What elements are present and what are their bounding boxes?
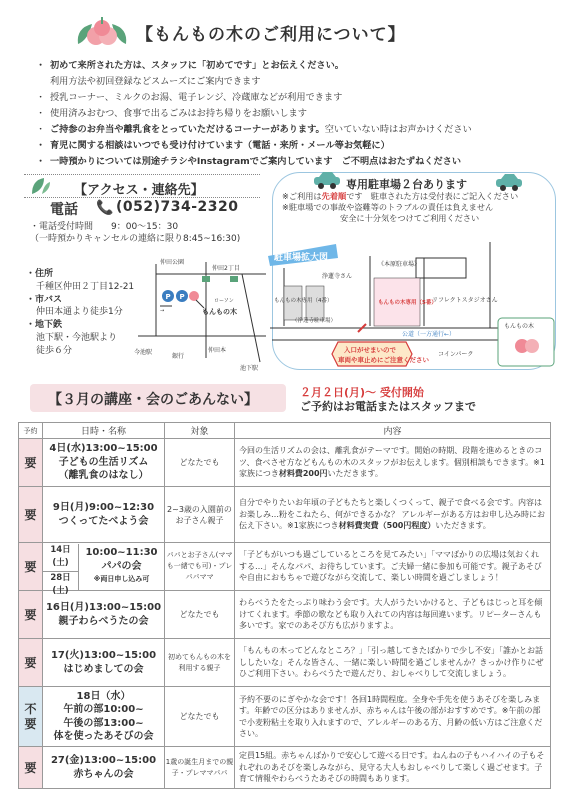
course-name: 27(金)13:00~15:00 赤ちゃんの会 xyxy=(43,747,165,789)
subway-label: ・地下鉄 xyxy=(26,320,63,331)
course-desc: わらべうたをたっぷり味わう会です。大人がうたいかけると、子どもはじっと耳を傾けてくれます。季節の歌なども取り入れての内容は毎回違います。リピーターさんも多いです。家でのあそび方も広がりますよ。 xyxy=(235,591,551,639)
col-reserve: 予約 xyxy=(19,423,43,439)
col-name: 日時・名称 xyxy=(43,423,165,439)
subway-text-2: 徒歩６分 xyxy=(36,345,73,356)
course-name: 14日(土) 28日(土) 10:00~11:30 パパの会 ※両日申し込み可 xyxy=(43,543,165,591)
address-label: ・住所 xyxy=(26,269,54,279)
list-item: ・ 使用済みおむつ、食事で出るごみはお持ち帰りをお願いします xyxy=(36,108,307,119)
peach-leaf-logo-icon xyxy=(72,14,132,52)
map-label-ikeshita: 池下駅 xyxy=(240,365,259,372)
col-desc: 内容 xyxy=(235,423,551,439)
warning-line-1: 入口がせまいので xyxy=(344,346,396,354)
jorenji-lot-label: （浄蓮寺駐車場） xyxy=(292,318,337,324)
phone-icon: 📞 xyxy=(96,200,114,216)
bus-label: ・市バス xyxy=(26,294,63,305)
table-row xyxy=(19,487,551,543)
intro-list xyxy=(36,58,556,170)
course-name: 16日(月)13:00~15:00 親子わらべうたの会 xyxy=(43,591,165,639)
course-target: どなたでも xyxy=(165,439,235,487)
tel-hours: ・電話受付時間 9：00～15：30 xyxy=(30,222,179,232)
course-desc: 予約不要のにぎやかな会です！各回1時間程度。全身や手先を使うあそびを楽しみます。年齢での区分はありませんが、赤ちゃんは午後の部がおすすめです。※午前の部で小麦粉粘土を取り入れますので、アレルギーのある方、月齢の低い方はご注意ください。 xyxy=(235,687,551,747)
parking-map xyxy=(266,232,566,368)
table-row xyxy=(19,543,551,591)
course-desc: 定員15組。赤ちゃんばかりで安心して遊べる日です。ねんねの子もハイハイの子もそれぞれのあそびを楽しみながら、見守る大人もおしゃべりして楽しく過ごせます。子育て情報やわらべうたあそびの時間もあります。 xyxy=(235,747,551,789)
map-label-imaike: 今池駅 xyxy=(134,349,153,356)
courses-heading: 【３月の講座・会のごあんない】 xyxy=(30,384,286,412)
list-item: 利用方法や初回登録などスムーズにご案内できます xyxy=(50,76,261,87)
koudo-label: 公道（一方通行←） xyxy=(402,331,456,338)
course-target: 2~3歳の入園前のお子さん親子 xyxy=(165,487,235,543)
course-desc: 自分でやりたいお年頃の子どもたちと楽しくつくって、親子で食べる会です。内容はお楽しみ…粉をこねたら、何ができるかな？ アレルギーがある方はお申し込み時にお伝え下さい。※1家族につき材料費実費（500円程度）いただきます。 xyxy=(235,487,551,543)
monmo-house-label: もんもの木 xyxy=(504,323,535,330)
address-text: 千種区仲田２丁目12-21 xyxy=(36,281,135,292)
map-label-nakata-2: 仲田2丁目 xyxy=(212,265,240,272)
noreq-badge: 不要 xyxy=(19,687,43,747)
parking-map-title: 駐車場拡大図 xyxy=(274,253,329,263)
col-target: 対象 xyxy=(165,423,235,439)
tel-number[interactable]: (052)734-2320 xyxy=(116,199,239,215)
peach-icon xyxy=(525,339,539,353)
table-row xyxy=(19,639,551,687)
courses-table xyxy=(18,422,551,789)
reflect-label: リフレクトスタジオさん xyxy=(432,297,498,304)
list-item: ・ 育児に関する相談はいつでも受け付けています（電話・来所・メール等お気軽に） xyxy=(36,140,390,151)
accept-start: ２月２日(月)～ 受付開始 xyxy=(300,386,424,399)
map-label-nakata-park: 仲田公園 xyxy=(160,259,185,266)
svg-text:→: → xyxy=(160,308,165,314)
table-row xyxy=(19,687,551,747)
bus-text: 仲田本通より徒歩1分 xyxy=(36,307,123,318)
lot-5-label: もんもの木専用（5番） xyxy=(378,300,437,306)
list-item: ・ 授乳コーナー、ミルクのお湯、電子レンジ、冷蔵庫などが利用できます xyxy=(36,92,343,103)
coin-label: コインパーク xyxy=(438,351,474,358)
map-label-ginko: 銀行 xyxy=(172,353,185,360)
leaf-icon xyxy=(30,176,52,196)
area-map xyxy=(120,254,270,372)
req-badge: 要 xyxy=(19,543,43,591)
parking-title: 専用駐車場２台あります xyxy=(346,178,467,191)
list-item: ・ 一時預かりについては別途チラシやInstagramでご案内しています ご不明点はおたずねください xyxy=(36,156,462,167)
car-icon xyxy=(494,172,524,192)
course-name: 9日(月)9:00~12:30 つくってたべよう会 xyxy=(43,487,165,543)
req-badge: 要 xyxy=(19,487,43,543)
access-heading: 【アクセス・連絡先】 xyxy=(24,174,260,198)
course-target: 1歳の誕生月までの親子・プレママパパ xyxy=(165,747,235,789)
honjo-label: 《本原駐車場》 xyxy=(378,261,421,268)
course-desc: 「もんもの木ってどんなところ？」「引っ越してきたばかりで少し不安」「誰かとお話ししたいな」そんな皆さん、一緒に楽しい時間を過ごしませんか？きっかけ作りにぜひご利用下さい。わらべうたで遊んだり、おしゃべりして交流しましょう。 xyxy=(235,639,551,687)
jorenji-label: 浄蓮寺さん xyxy=(322,273,353,280)
req-badge: 要 xyxy=(19,639,43,687)
svg-text:P: P xyxy=(165,293,171,301)
car-icon xyxy=(312,170,342,190)
lot-4-label: もんもの木専用（4番） xyxy=(274,298,333,304)
store-icon xyxy=(202,276,210,282)
tel-hours-note: （一時預かりキャンセルの連絡に限り8:45~16:30) xyxy=(30,234,241,244)
req-badge: 要 xyxy=(19,591,43,639)
course-desc: 「子どもがいつも過ごしているところを見てみたい」「ママばかりの広場は気おくれする…」そんなパパ、お待ちしています。ご夫婦一緒に参加も可能です。親子あそびや自由におもちゃで遊びながら交流して、楽しい時間を過ごしましょう！ xyxy=(235,543,551,591)
address-block xyxy=(26,268,134,358)
course-target: パパとお子さん(ママも一緒でも可)・プレパパママ xyxy=(165,543,235,591)
list-item: ・ ご持参のお弁当や離乳食をとっていただけるコーナーがあります。空いていない時はお声かけください xyxy=(36,124,472,135)
req-badge: 要 xyxy=(19,439,43,487)
req-badge: 要 xyxy=(19,747,43,789)
monmo-location-icon xyxy=(189,291,199,301)
parking-notes: ※ご利用は先着順です 駐車された方は受付表にご記入ください ※駐車場での事故や盗難等のトラブルの責任は負えません 安全に十分気をつけてご利用ください xyxy=(282,191,519,223)
map-label-lawson: ローソン xyxy=(214,298,234,304)
course-target: どなたでも xyxy=(165,687,235,747)
list-item: ・ 初めて来所された方は、スタッフに「初めてです」とお伝えください。 xyxy=(36,60,344,71)
map-label-monmo: もんもの木 xyxy=(202,308,237,316)
course-target: 初めてもんもの木を利用する親子 xyxy=(165,639,235,687)
table-row xyxy=(19,591,551,639)
course-name: 17(火)13:00~15:00 はじめましての会 xyxy=(43,639,165,687)
course-name: 18日（水） 午前の部10:00~ 午後の部13:00~ 体を使ったあそびの会 xyxy=(43,687,165,747)
course-target: どなたでも xyxy=(165,591,235,639)
table-header-row xyxy=(19,423,551,439)
tel-label: 電話 xyxy=(50,202,78,218)
warning-line-2: 車両や車止めにご注意ください xyxy=(338,356,429,364)
map-label-nakata-main: 仲田本 xyxy=(208,347,227,354)
table-row xyxy=(19,439,551,487)
svg-text:P: P xyxy=(179,293,185,301)
store-icon xyxy=(230,276,238,282)
reserve-info: ご予約はお電話またはスタッフまで xyxy=(300,400,476,413)
table-row xyxy=(19,747,551,789)
course-name: 4日(水)13:00~15:00 子どもの生活リズム （離乳食のはなし） xyxy=(43,439,165,487)
subway-text-1: 池下駅・今池駅より xyxy=(36,332,118,343)
course-desc: 今回の生活リズムの会は、離乳食がテーマです。開始の時期、段階を進めるときのコツ、食べさせ方などもんもの木のスタッフがお伝えします。個別相談もできます。※1家族につき材料費200円いただきます。 xyxy=(235,439,551,487)
page-title: 【もんもの木のご利用について】 xyxy=(136,25,406,45)
